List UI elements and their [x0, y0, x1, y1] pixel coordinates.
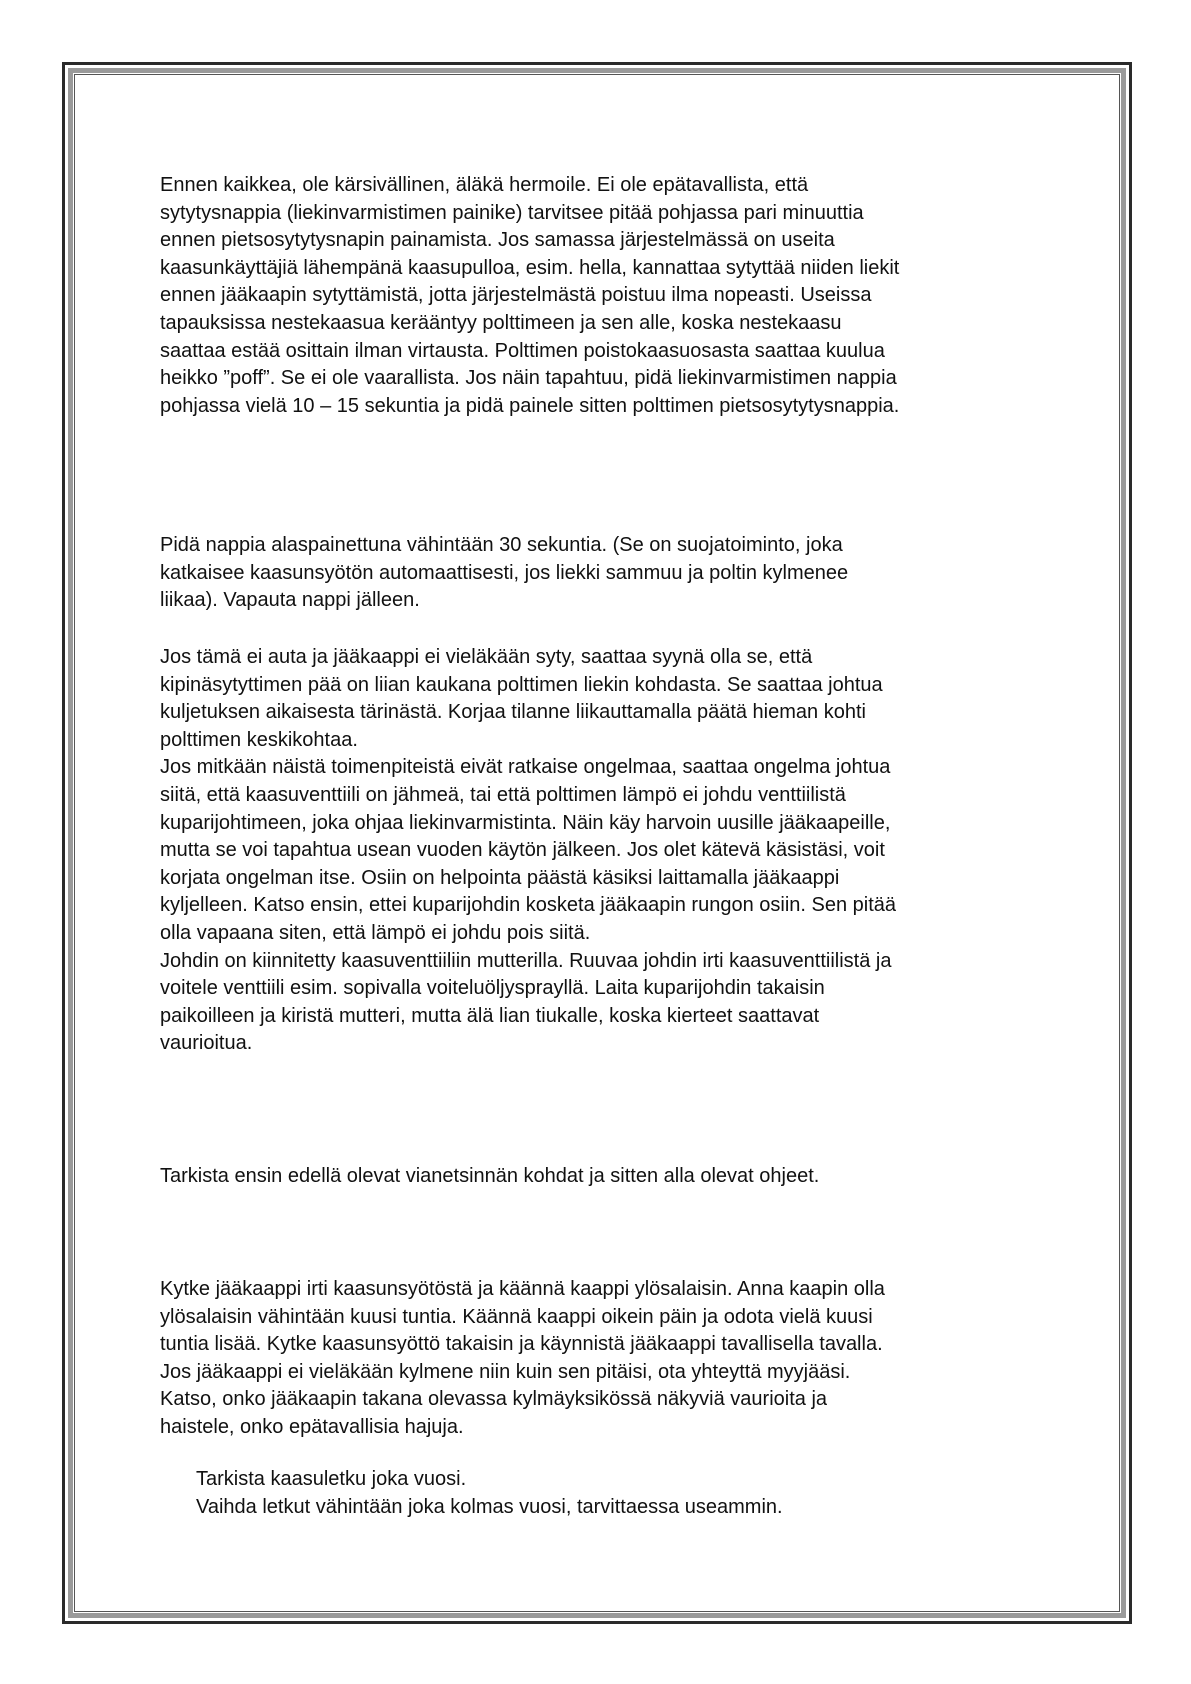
paragraph-turn-upside-down: Kytke jääkaappi irti kaasunsyötöstä ja käännä kaappi ylösalaisin. Anna kaapin olla ylösalaisin vähintään kuusi tuntia. Käännä kaappi oikein päin ja odota vielä kuusi tuntia lisää. Kytke kaasunsyöttö takaisin ja käynnistä jääkaappi tavallisella tavalla. Jos jääkaappi ei vieläkään kylmene niin kuin sen pitäisi, ota yhteyttä myyjääsi. Katso, onko jääkaapin takana olevassa kylmäyksikössä näkyviä vaurioita ja haistele, onko epätavallisia hajuja. [160, 1278, 885, 1438]
paragraph-igniter-and-valve: Jos tämä ei auta ja jääkaappi ei vieläkään syty, saattaa syynä olla se, että kipinäsytyttimen pää on liian kaukana polttimen liekin kohdasta. Se saattaa johtua kuljetuksen aikaisesta tärinästä. Korjaa tilanne liikauttamalla päätä hieman kohti polttimen keskikohtaa. Jos mitkään näistä toimenpiteistä eivät ratkaise ongelmaa, saattaa ongelma johtua siitä, että kaasuventtiili on jähmeä, tai että polttimen lämpö ei johdu venttiilistä kuparijohtimeen, joka ohjaa liekinvarmistinta. Näin käy harvoin uusille jääkaapeille, mutta se voi tapahtua usean vuoden käytön jälkeen. Jos olet kätevä käsistäsi, voit korjata ongelman itse. Osiin on helpointa päästä käsiksi laittamalla jääkaappi kyljelleen. Katso ensin, ettei kuparijohdin kosketa jääkaapin rungon osiin. Sen pitää olla vapaana siten, että lämpö ei johdu pois siitä. Johdin on kiinnitetty kaasuventtiiliin mutterilla. Ruuvaa johdin irti kaasuventtiilistä ja voitele venttiili esim. sopivalla voiteluöljysprayllä. Laita kuparijohdin takaisin paikoilleen ja kiristä mutteri, mutta älä lian tiukalle, koska kierteet saattavat vaurioitua. [160, 646, 897, 1055]
paragraph-patience: Ennen kaikkea, ole kärsivällinen, äläkä hermoile. Ei ole epätavallista, että sytytysnappia (liekinvarmistimen painike) tarvitsee pitää pohjassa pari minuuttia ennen pietsosytytysnapin painamista. Jos samassa järjestelmässä on useita kaasunkäyttäjiä lähempänä kaasupulloa, esim. hella, kannattaa sytyttää niiden liekit ennen jääkaapin sytyttämistä, jotta järjestelmästä poistuu ilma nopeasti. Useissa tapauksissa nestekaasua kerääntyy polttimeen ja sen alle, koska nestekaasu saattaa estää osittain ilman virtausta. Polttimen poistokaasuosasta saattaa kuulua heikko ”poff”. Se ei ole vaarallista. Jos näin tapahtuu, pidä liekinvarmistimen nappia pohjassa vielä 10 – 15 sekuntia ja pidä painele sitten polttimen pietsosytytysnappia. [160, 174, 900, 417]
paragraph-check-first: Tarkista ensin edellä olevat vianetsinnän kohdat ja sitten alla olevat ohjeet. [160, 1165, 820, 1187]
paragraph-hose-check: Tarkista kaasuletku joka vuosi. Vaihda letkut vähintään joka kolmas vuosi, tarvittaessa useammin. [196, 1468, 783, 1518]
paragraph-hold-button: Pidä nappia alaspainettuna vähintään 30 sekuntia. (Se on suojatoiminto, joka katkaisee kaasunsyötön automaattisesti, jos liekki sammuu ja poltin kylmenee liikaa). Vapauta nappi jälleen. [160, 534, 849, 612]
